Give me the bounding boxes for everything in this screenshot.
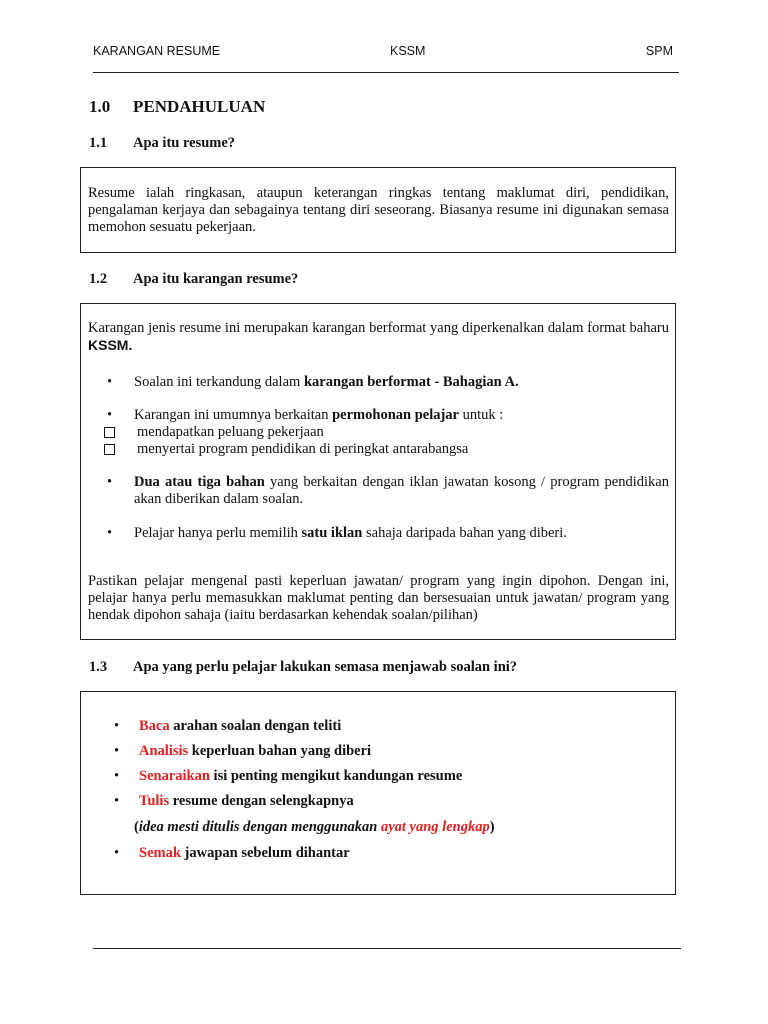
definition-box-karangan-resume <box>80 303 676 640</box>
bullet-icon: • <box>114 793 120 809</box>
resume-definition-text: Resume ialah ringkasan, ataupun keterangan ringkas tentang maklumat diri, pendidikan, pengalaman kerjaya dan sebagainya tentang diri seseorang. Biasanya resume ini digunakan semasa memohon sesuatu pekerjaan. <box>88 185 669 235</box>
section-heading-1-1 <box>89 135 235 152</box>
page-header <box>93 42 679 73</box>
section-title: Apa itu karangan resume? <box>133 271 299 287</box>
list-item-text: Karangan ini umumnya berkaitan permohonan pelajar untuk : <box>134 407 504 423</box>
header-left: KARANGAN RESUME <box>93 44 221 58</box>
section-number: 1.3 <box>89 659 108 675</box>
steps-box <box>80 691 676 895</box>
intro-text: Karangan jenis resume ini merupakan karangan berformat yang diperkenalkan dalam format baharu <box>88 320 669 336</box>
bullet-icon: • <box>114 845 120 861</box>
header-right: SPM <box>645 44 673 58</box>
section-number: 1.2 <box>89 271 108 287</box>
section-heading-1-3 <box>89 659 517 676</box>
list-item-text: Baca arahan soalan dengan teliti <box>139 718 342 734</box>
list-item-text: Analisis keperluan bahan yang diberi <box>139 743 372 759</box>
bullet-icon: • <box>114 718 120 734</box>
section-title: PENDAHULUAN <box>133 97 266 116</box>
section-title: Apa yang perlu pelajar lakukan semasa menjawab soalan ini? <box>133 659 518 675</box>
section-number: 1.1 <box>89 135 108 151</box>
checkbox-icon <box>104 427 115 438</box>
header-center: KSSM <box>390 44 426 58</box>
bullet-icon: • <box>114 743 120 759</box>
section-number: 1.0 <box>89 97 111 116</box>
karangan-closing-text: Pastikan pelajar mengenal pasti keperluan jawatan/ program yang ingin dipohon. Dengan ini, pelajar hanya perlu memasukkan maklumat penting dan bersesuaian untuk jawatan/ program yang hendak dipohon sahaja (iaitu berdasarkan kehendak soalan/pilihan) <box>88 573 669 623</box>
section-title: Apa itu resume? <box>133 135 236 151</box>
list-item-text: Semak jawapan sebelum dihantar <box>139 845 350 861</box>
list-item-text: Tulis resume dengan selengkapnya <box>139 793 354 809</box>
checklist-item-text: mendapatkan peluang pekerjaan <box>137 424 324 440</box>
checklist-item-text: menyertai program pendidikan di peringkat antarabangsa <box>137 441 469 457</box>
footer-rule <box>93 948 681 949</box>
bullet-icon: • <box>107 407 113 423</box>
bullet-icon: • <box>107 374 113 390</box>
kssm-emphasis: KSSM. <box>88 337 133 353</box>
section-heading-1-0 <box>89 97 265 117</box>
list-item-text: Senaraikan isi penting mengikut kandungan resume <box>139 768 463 784</box>
bullet-icon: • <box>107 525 113 541</box>
bullet-icon: • <box>107 474 113 490</box>
checkbox-icon <box>104 444 115 455</box>
karangan-intro-text <box>88 320 669 355</box>
section-heading-1-2 <box>89 271 298 288</box>
list-item-text: Pelajar hanya perlu memilih satu iklan sahaja daripada bahan yang diberi. <box>134 525 567 541</box>
step-note: (idea mesti ditulis dengan menggunakan ayat yang lengkap) <box>134 819 495 835</box>
bullet-icon: • <box>114 768 120 784</box>
list-item-text: Soalan ini terkandung dalam karangan berformat - Bahagian A. <box>134 374 519 390</box>
list-item-text: Dua atau tiga bahan yang berkaitan dengan iklan jawatan kosong / program pendidikan akan diberikan dalam soalan. <box>134 474 669 507</box>
definition-box-resume <box>80 167 676 253</box>
